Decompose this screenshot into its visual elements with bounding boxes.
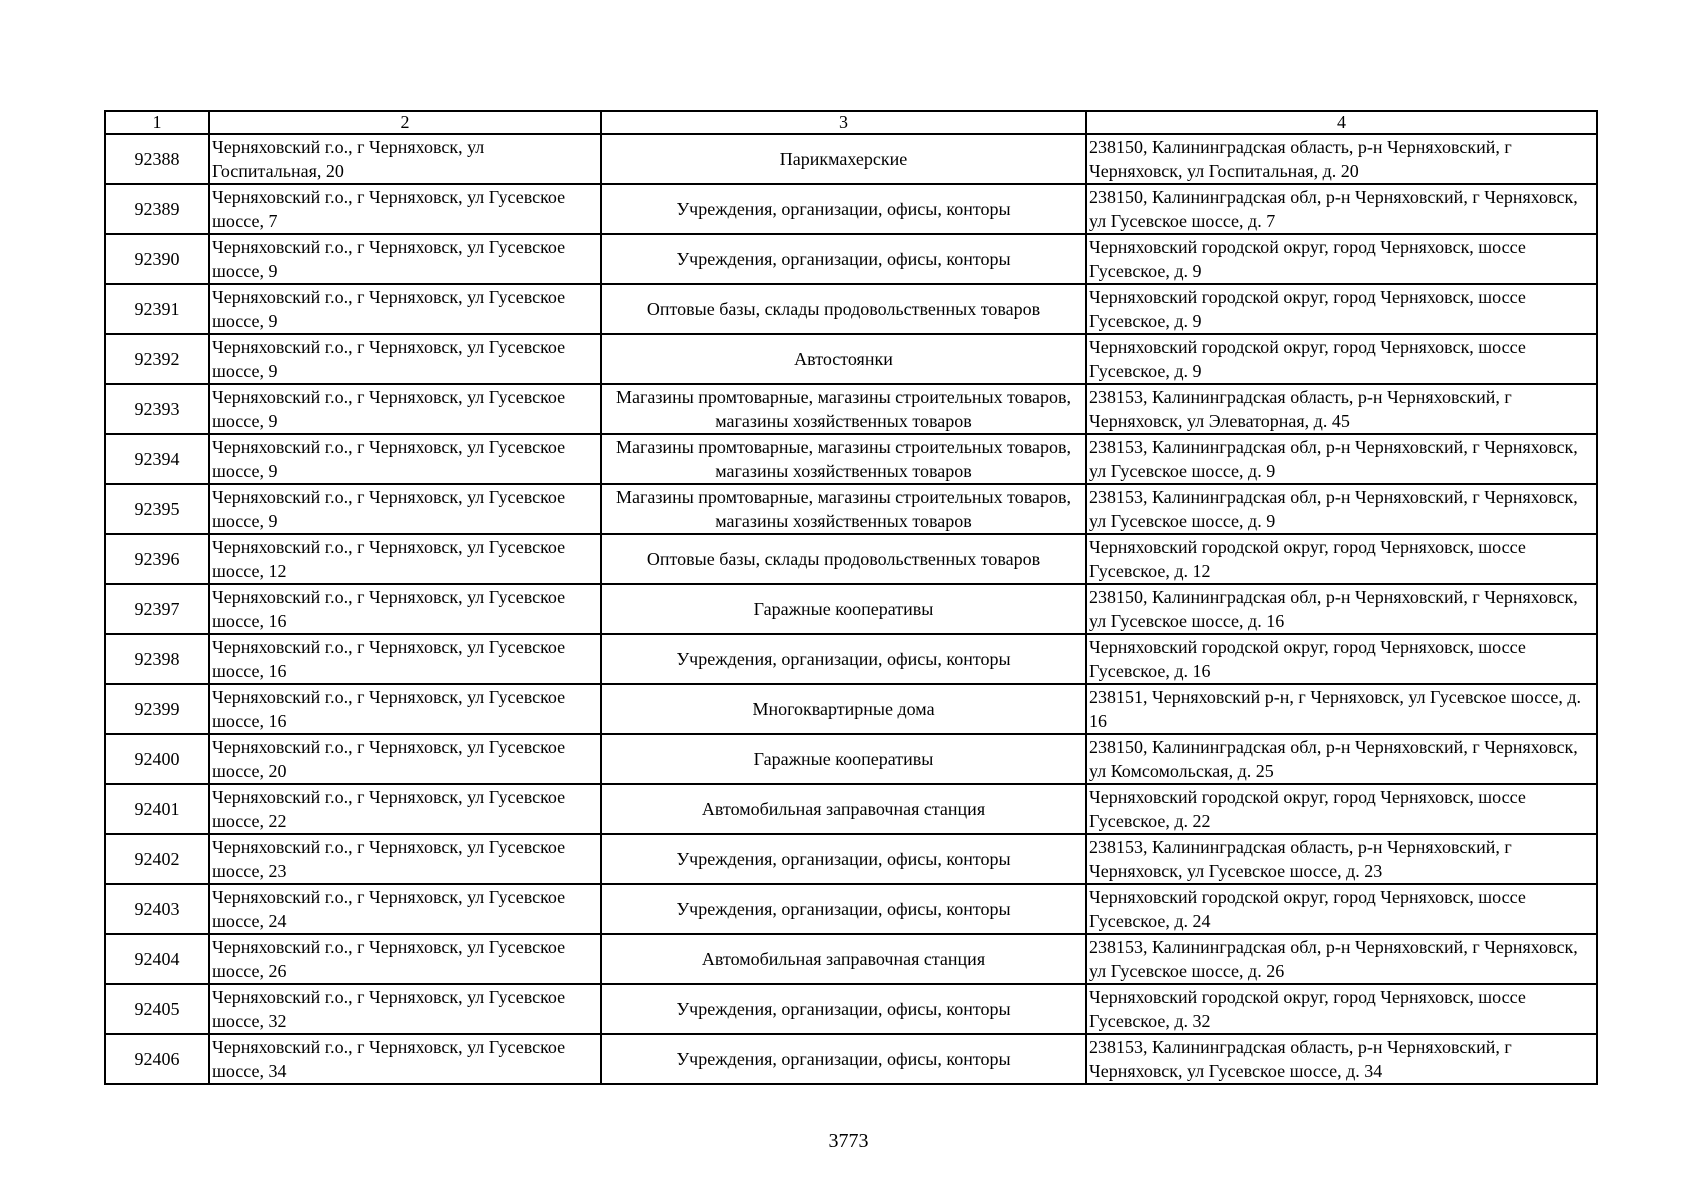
cell-address: 238153, Калининградская область, р-н Черняховский, г Черняховск, ул Гусевское шоссе, д. 34 xyxy=(1086,1034,1597,1084)
cell-location: Черняховский г.о., г Черняховск, ул Гусевское шоссе, 9 xyxy=(209,434,601,484)
table-row xyxy=(105,884,1597,934)
cell-id: 92399 xyxy=(105,684,209,734)
cell-address: 238150, Калининградская обл, р-н Черняховский, г Черняховск, ул Гусевское шоссе, д. 16 xyxy=(1086,584,1597,634)
cell-location: Черняховский г.о., г Черняховск, ул Гусевское шоссе, 9 xyxy=(209,234,601,284)
table-row xyxy=(105,284,1597,334)
cell-id: 92392 xyxy=(105,334,209,384)
table-row xyxy=(105,934,1597,984)
cell-location: Черняховский г.о., г Черняховск, ул Гусевское шоссе, 7 xyxy=(209,184,601,234)
cell-location: Черняховский г.о., г Черняховск, ул Гусевское шоссе, 16 xyxy=(209,684,601,734)
cell-category: Оптовые базы, склады продовольственных товаров xyxy=(601,284,1086,334)
cell-category: Оптовые базы, склады продовольственных товаров xyxy=(601,534,1086,584)
table-row xyxy=(105,984,1597,1034)
cell-category: Учреждения, организации, офисы, конторы xyxy=(601,234,1086,284)
cell-category: Многоквартирные дома xyxy=(601,684,1086,734)
cell-category: Учреждения, организации, офисы, конторы xyxy=(601,634,1086,684)
cell-address: 238150, Калининградская обл, р-н Черняховский, г Черняховск, ул Комсомольская, д. 25 xyxy=(1086,734,1597,784)
table-row xyxy=(105,634,1597,684)
cell-id: 92402 xyxy=(105,834,209,884)
table-row xyxy=(105,384,1597,434)
cell-location: Черняховский г.о., г Черняховск, ул Гусевское шоссе, 22 xyxy=(209,784,601,834)
cell-location: Черняховский г.о., г Черняховск, ул Гусевское шоссе, 16 xyxy=(209,634,601,684)
column-header-2: 2 xyxy=(209,111,601,134)
cell-id: 92390 xyxy=(105,234,209,284)
cell-location: Черняховский г.о., г Черняховск, ул Гусевское шоссе, 9 xyxy=(209,284,601,334)
cell-address: 238153, Калининградская область, р-н Черняховский, г Черняховск, ул Элеваторная, д. 45 xyxy=(1086,384,1597,434)
cell-address: Черняховский городской округ, город Черняховск, шоссе Гусевское, д. 22 xyxy=(1086,784,1597,834)
cell-id: 92403 xyxy=(105,884,209,934)
cell-id: 92400 xyxy=(105,734,209,784)
cell-location: Черняховский г.о., г Черняховск, ул Гусевское шоссе, 23 xyxy=(209,834,601,884)
cell-address: Черняховский городской округ, город Черняховск, шоссе Гусевское, д. 24 xyxy=(1086,884,1597,934)
cell-location: Черняховский г.о., г Черняховск, ул Гусевское шоссе, 26 xyxy=(209,934,601,984)
table-header xyxy=(105,111,1597,134)
cell-address: 238153, Калининградская обл, р-н Черняховский, г Черняховск, ул Гусевское шоссе, д. 9 xyxy=(1086,484,1597,534)
cell-address: Черняховский городской округ, город Черняховск, шоссе Гусевское, д. 16 xyxy=(1086,634,1597,684)
cell-category: Автостоянки xyxy=(601,334,1086,384)
table-body xyxy=(105,134,1597,1084)
page-number: 3773 xyxy=(828,1130,869,1152)
cell-address: 238153, Калининградская область, р-н Черняховский, г Черняховск, ул Гусевское шоссе, д. 23 xyxy=(1086,834,1597,884)
cell-address: Черняховский городской округ, город Черняховск, шоссе Гусевское, д. 12 xyxy=(1086,534,1597,584)
column-header-3: 3 xyxy=(601,111,1086,134)
cell-category: Учреждения, организации, офисы, конторы xyxy=(601,834,1086,884)
cell-address: 238153, Калининградская обл, р-н Черняховский, г Черняховск, ул Гусевское шоссе, д. 9 xyxy=(1086,434,1597,484)
header-row xyxy=(105,111,1597,134)
cell-address: 238150, Калининградская обл, р-н Черняховский, г Черняховск, ул Гусевское шоссе, д. 7 xyxy=(1086,184,1597,234)
cell-address: Черняховский городской округ, город Черняховск, шоссе Гусевское, д. 9 xyxy=(1086,334,1597,384)
cell-id: 92388 xyxy=(105,134,209,184)
cell-id: 92406 xyxy=(105,1034,209,1084)
table-row xyxy=(105,134,1597,184)
cell-category: Учреждения, организации, офисы, конторы xyxy=(601,184,1086,234)
table-row xyxy=(105,484,1597,534)
cell-address: Черняховский городской округ, город Черняховск, шоссе Гусевское, д. 32 xyxy=(1086,984,1597,1034)
cell-id: 92401 xyxy=(105,784,209,834)
table-row xyxy=(105,234,1597,284)
column-header-1: 1 xyxy=(105,111,209,134)
cell-location: Черняховский г.о., г Черняховск, ул Гусевское шоссе, 12 xyxy=(209,534,601,584)
cell-address: 238151, Черняховский р-н, г Черняховск, ул Гусевское шоссе, д. 16 xyxy=(1086,684,1597,734)
table-row xyxy=(105,1034,1597,1084)
cell-address: 238150, Калининградская область, р-н Черняховский, г Черняховск, ул Госпитальная, д. 20 xyxy=(1086,134,1597,184)
cell-location: Черняховский г.о., г Черняховск, ул Гусевское шоссе, 9 xyxy=(209,384,601,434)
table-row xyxy=(105,534,1597,584)
cell-category: Магазины промтоварные, магазины строительных товаров, магазины хозяйственных товаров xyxy=(601,384,1086,434)
cell-id: 92396 xyxy=(105,534,209,584)
cell-location: Черняховский г.о., г Черняховск, ул Гусевское шоссе, 32 xyxy=(209,984,601,1034)
table-row xyxy=(105,334,1597,384)
cell-location: Черняховский г.о., г Черняховск, ул Госпитальная, 20 xyxy=(209,134,601,184)
cell-category: Учреждения, организации, офисы, конторы xyxy=(601,984,1086,1034)
cell-id: 92404 xyxy=(105,934,209,984)
cell-category: Автомобильная заправочная станция xyxy=(601,934,1086,984)
table-row xyxy=(105,734,1597,784)
cell-category: Учреждения, организации, офисы, конторы xyxy=(601,1034,1086,1084)
cell-location: Черняховский г.о., г Черняховск, ул Гусевское шоссе, 34 xyxy=(209,1034,601,1084)
cell-location: Черняховский г.о., г Черняховск, ул Гусевское шоссе, 20 xyxy=(209,734,601,784)
cell-id: 92398 xyxy=(105,634,209,684)
cell-location: Черняховский г.о., г Черняховск, ул Гусевское шоссе, 16 xyxy=(209,584,601,634)
cell-id: 92389 xyxy=(105,184,209,234)
cell-category: Автомобильная заправочная станция xyxy=(601,784,1086,834)
cell-category: Магазины промтоварные, магазины строительных товаров, магазины хозяйственных товаров xyxy=(601,434,1086,484)
table-row xyxy=(105,684,1597,734)
cell-category: Парикмахерские xyxy=(601,134,1086,184)
cell-address: Черняховский городской округ, город Черняховск, шоссе Гусевское, д. 9 xyxy=(1086,234,1597,284)
cell-id: 92405 xyxy=(105,984,209,1034)
cell-id: 92395 xyxy=(105,484,209,534)
table-row xyxy=(105,434,1597,484)
cell-location: Черняховский г.о., г Черняховск, ул Гусевское шоссе, 9 xyxy=(209,484,601,534)
cell-category: Учреждения, организации, офисы, конторы xyxy=(601,884,1086,934)
table-row xyxy=(105,584,1597,634)
cell-id: 92394 xyxy=(105,434,209,484)
table-row xyxy=(105,784,1597,834)
registry-table xyxy=(104,110,1598,1085)
cell-location: Черняховский г.о., г Черняховск, ул Гусевское шоссе, 24 xyxy=(209,884,601,934)
cell-address: 238153, Калининградская обл, р-н Черняховский, г Черняховск, ул Гусевское шоссе, д. 26 xyxy=(1086,934,1597,984)
cell-id: 92397 xyxy=(105,584,209,634)
cell-location: Черняховский г.о., г Черняховск, ул Гусевское шоссе, 9 xyxy=(209,334,601,384)
cell-category: Гаражные кооперативы xyxy=(601,734,1086,784)
cell-id: 92393 xyxy=(105,384,209,434)
cell-id: 92391 xyxy=(105,284,209,334)
cell-address: Черняховский городской округ, город Черняховск, шоссе Гусевское, д. 9 xyxy=(1086,284,1597,334)
column-header-4: 4 xyxy=(1086,111,1597,134)
cell-category: Магазины промтоварные, магазины строительных товаров, магазины хозяйственных товаров xyxy=(601,484,1086,534)
table-row xyxy=(105,184,1597,234)
table-row xyxy=(105,834,1597,884)
cell-category: Гаражные кооперативы xyxy=(601,584,1086,634)
